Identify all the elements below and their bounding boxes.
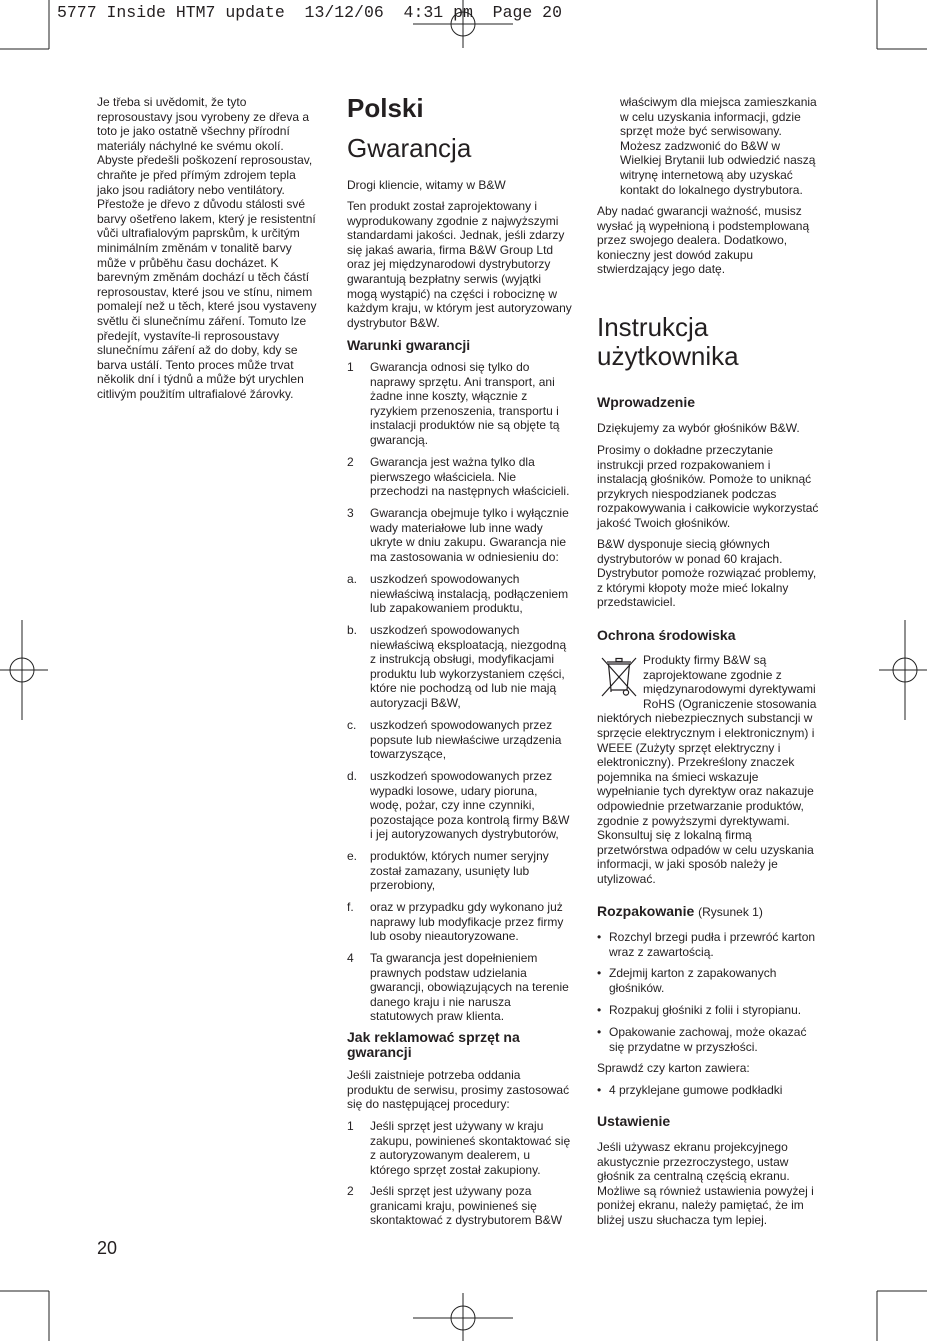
unpacking-heading-label: Rozpakowanie (597, 902, 695, 919)
warranty-claim-step (347, 1119, 587, 1177)
list-item-text: uszkodzeń spowodowanych niewłaściwą eksploatacją, niezgodną z instrukcją obsługi, modyfikacjami produktu lub wykorzystaniem części, które nie pochodzą od lub nie mają autoryzacji B&W, (370, 623, 567, 710)
list-marker: 2 (347, 455, 354, 469)
unpacking-step (597, 966, 837, 995)
warranty-exclusion-item (347, 900, 587, 944)
box-contents-item (597, 1083, 837, 1098)
list-marker: 1 (347, 360, 354, 374)
list-marker: e. (347, 849, 358, 863)
introduction-heading: Wprowadzenie (597, 393, 696, 410)
warranty-condition-item (347, 951, 587, 1024)
warranty-exclusion-item (347, 623, 587, 711)
warranty-exclusion-item (347, 849, 587, 893)
unpacking-heading (597, 903, 763, 921)
list-item-text: oraz w przypadku gdy wykonano już naprawy lub modyfikacje przez firmy lub osoby nieautoryzowane. (370, 900, 564, 944)
list-marker: 2 (347, 1184, 354, 1198)
language-title: Polski (347, 93, 424, 123)
warranty-condition-item (347, 360, 587, 448)
print-slug: 5777 Inside HTM7 update 13/12/06 4:31 pm Page 20 (57, 3, 562, 22)
list-item-text: Jeśli sprzęt jest używany w kraju zakupu, powinieneś skontaktować się z autoryzowanym dealerem, u którego sprzęt został zakupiony. (370, 1119, 571, 1177)
figure-reference: (Rysunek 1) (698, 904, 763, 919)
bullet-item-text: • 4 przyklejane gumowe podkładki (609, 1083, 783, 1097)
warranty-greeting: Drogi kliencie, witamy w B&W (347, 178, 506, 192)
list-item-text: Gwarancja jest ważna tylko dla pierwszego właściciela. Nie przechodzi na następnych właścicieli. (370, 455, 570, 499)
list-item-text: Gwarancja odnosi się tylko do naprawy sprzętu. Ani transport, ani żadne inne koszty, włącznie z ryzykiem przenoszenia, transportu i instalacji produktów nie są objęte tą gwarancją. (370, 360, 560, 447)
list-marker: 3 (347, 506, 354, 520)
environment-paragraph (597, 653, 847, 887)
placement-text: Jeśli używasz ekranu projekcyjnego akustycznie przezroczystego, ustaw głośnik za centralną częścią ekranu. Możliwe są również ustawienia powyżej i poniżej ekranu, należy pamiętać, że im bliżej uszu słuchacza tym lepiej. (597, 1140, 814, 1227)
warranty-claim-heading: Jak reklamować sprzęt na gwarancji (347, 1028, 520, 1060)
environment-text: Produkty firmy B&W są zaprojektowane zgodnie z międzynarodowymi dyrektywami RoHS (Ograniczenie stosowania niektórych niebezpiecznych substancji w sprzęcie elektrycznym i elektronicznym) i WEEE (Zużyty sprzęt elektryczny i elektroniczny). Przekreślony znaczek pojemnika na śmieci wskazuje wypełnianie tych dyrektyw oraz nakazuje odpowiednie przetwarzanie produktów, zgodnie z powyższymi dyrektywami. Skonsultuj się z lokalną firmą przetwórstwa odpadów w celu uzyskania informacji, w jaki sposób należy je utylizować. (597, 653, 817, 886)
thanks-text: Dziękujemy za wybór głośników B&W. (597, 421, 800, 435)
warranty-exclusion-item (347, 718, 587, 762)
manual-title: Instrukcja użytkownika (597, 311, 739, 371)
warranty-claim-step (347, 1184, 587, 1228)
list-item-text: uszkodzeń spowodowanych niewłaściwą instalacją, podłączeniem lub zapakowaniem produktu, (370, 572, 569, 616)
registration-mark-bottom-icon (413, 1293, 513, 1341)
list-marker: 4 (347, 951, 354, 965)
warranty-validity-note: Aby nadać gwarancji ważność, musisz wysłać ją wypełnioną i podstemplowaną przez swojego dealera. Dodatkowo, konieczny jest dowód zakupu stwierdzający jego datę. (597, 204, 810, 277)
list-marker: a. (347, 572, 358, 586)
list-item-text: produktów, których numer seryjny został zamazany, usunięty lub przerobiony, (370, 849, 549, 893)
read-instructions-text: Prosimy o dokładne przeczytanie instrukcji przed rozpakowaniem i instalacją głośników. Pomoże to uniknąć przykrych niespodzianek podczas rozpakowywania i całkowicie wykorzystać jakość Twoich głośników. (597, 443, 819, 530)
warranty-title: Gwarancja (347, 133, 472, 163)
crop-mark-top-left (0, 0, 49, 49)
list-item-text: uszkodzeń spowodowanych przez wypadki losowe, udary pioruna, wodę, pożar, czy inne czynniki, pozostające poza kontrolą firmy B&W i jej autoryzowanych dystrybutorów, (370, 769, 570, 842)
warranty-exclusion-item (347, 769, 587, 842)
list-marker: d. (347, 769, 358, 783)
list-item-text: uszkodzeń spowodowanych przez popsute lub niewłaściwe urządzenia towarzyszące, (370, 718, 562, 762)
box-contents-label: Sprawdź czy karton zawiera: (597, 1061, 750, 1075)
list-marker: c. (347, 718, 357, 732)
registration-mark-right-icon (879, 620, 927, 720)
crop-mark-bottom-left (0, 1291, 49, 1341)
warranty-condition-item (347, 506, 587, 564)
list-item-text: Gwarancja obejmuje tylko i wyłącznie wady materiałowe lub inne wady ukryte w dniu zakupu. Gwarancja nie ma zastosowania w odniesieniu do: (370, 506, 569, 564)
bullet-item-text: • Opakowanie zachowaj, może okazać się przydatne w przyszłości. (609, 1025, 807, 1054)
environment-heading: Ochrona środowiska (597, 626, 736, 643)
list-marker: f. (347, 900, 354, 914)
list-marker: b. (347, 623, 358, 637)
warranty-claim-step-continuation: właściwym dla miejsca zamieszkania w celu uzyskania informacji, gdzie sprzęt może być serwisowany. Możesz zadzwonić do B&W w Wielkiej Brytanii lub odwiedzić naszą witrynę internetową aby uzyskać kontakt do lokalnego dystrybutora. (620, 95, 817, 197)
unpacking-step (597, 930, 837, 959)
warranty-conditions-heading: Warunki gwarancji (347, 336, 471, 353)
page-number: 20 (97, 1238, 118, 1258)
czech-wood-care-note: Je třeba si uvědomit, že tyto reprosoustavy jsou vyrobeny ze dřeva a toto je jako ostatně všechny přírodní materiály náchylné ke svému okolí. Abyste předešli poškození reprosoustav, chraňte je před přímým zdrojem tepla jako jsou radiátory nebo ventilátory. Přestože je dřevo z důvodu stálosti své barvy ošetřeno lakem, který je resistentní vůči ultrafialovým paprskům, k určitým minimálním změnám v tonalitě barvy může v průběhu času docházet. K barevným změnám dochází u těch částí reprosoustav, které jsou ve stínu, nimem pomalejí než u těch, které jsou vystaveny světlu či slunečnímu záření. Tomuto lze předejít, vystavíte-li reprosoustavy slunečnímu záření až do doby, kdy se barva ustálí. Tento proces může trvat několik dní i týdnů a může být urychlen citlivým použitím ultrafialové žárovky. (97, 95, 317, 401)
list-marker: 1 (347, 1119, 354, 1133)
crossed-out-wheelie-bin-icon (599, 653, 639, 709)
warranty-condition-item (347, 455, 587, 499)
warranty-claim-intro: Jeśli zaistnieje potrzeba oddania produktu de serwisu, prosimy zastosować się do następującej procedury: (347, 1068, 570, 1112)
crop-mark-top-right (877, 0, 927, 49)
list-item-text: Jeśli sprzęt jest używany poza granicami kraju, powinieneś się skontaktować z dystrybutorem B&W (370, 1184, 563, 1228)
bullet-item-text: • Rozchyl brzegi pudła i przewróć karton wraz z zawartością. (609, 930, 816, 959)
registration-mark-left-icon (0, 620, 48, 720)
list-item-text: Ta gwarancja jest dopełnieniem prawnych podstaw udzielania gwarancji, obowiązujących na terenie danego kraju i nie narusza statutowych praw klienta. (370, 951, 569, 1024)
unpacking-step (597, 1025, 837, 1054)
placement-heading: Ustawienie (597, 1112, 671, 1129)
unpacking-step (597, 1003, 837, 1018)
bullet-item-text: • Zdejmij karton z zapakowanych głośników. (609, 966, 777, 995)
bullet-item-text: • Rozpakuj głośniki z folii i styropianu. (609, 1003, 802, 1017)
warranty-exclusion-item (347, 572, 587, 616)
crop-mark-bottom-right (877, 1291, 927, 1341)
warranty-intro: Ten produkt został zaprojektowany i wyprodukowany zgodnie z najwyższymi standardami jakości. Jednak, jeśli zdarzy się jakaś awaria, firma B&W Group Ltd oraz jej międzynarodowi dystrybutorzy gwarantują bezpłatny serwis (wyjątki mogą wystąpić) na części i robociznę w każdym kraju, w którym jest autoryzowany dystrybutor B&W. (347, 199, 572, 330)
distributor-network-text: B&W dysponuje siecią głównych dystrybutorów w ponad 60 krajach. Dystrybutor pomoże rozwiązać problemy, z którymi kłopoty może mieć lokalny przedstawiciel. (597, 537, 817, 610)
